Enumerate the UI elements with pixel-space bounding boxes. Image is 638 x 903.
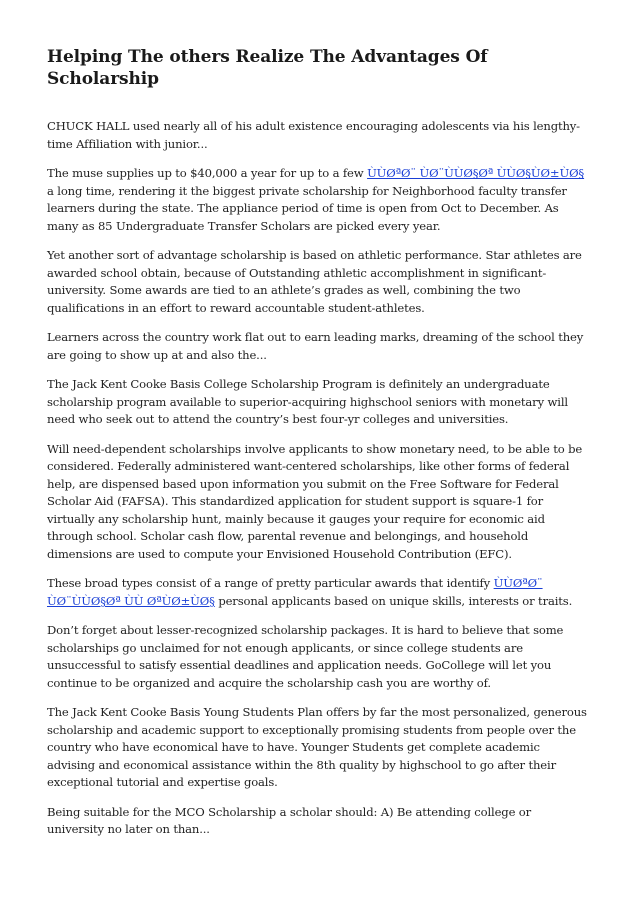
paragraph xyxy=(47,804,591,839)
article-body xyxy=(47,118,591,839)
paragraph-text: The muse supplies up to $40,000 a year for up to a few xyxy=(47,166,368,180)
paragraph-text: CHUCK HALL used nearly all of his adult existence encouraging adolescents via his lengthy-time Affiliation with junior... xyxy=(47,119,580,151)
paragraph xyxy=(47,118,591,153)
paragraph-text: Being suitable for the MCO Scholarship a scholar should: A) Be attending college or university no later on than... xyxy=(47,804,532,836)
inline-link[interactable]: ÙÙØªØ¨ ÙØ¨ÙÙØ§Øª ÙÙ ØªÙØ±ÙØ§ xyxy=(47,576,543,608)
paragraph-text: These broad types consist of a range of pretty particular awards that identify xyxy=(47,576,494,590)
paragraph xyxy=(47,704,591,792)
inline-link[interactable]: ÙÙØªØ¨ ÙØ¨ÙÙØ§Øª ÙÙØ§ÙØ±ÙØ§ xyxy=(367,166,585,180)
paragraph xyxy=(47,376,591,429)
paragraph xyxy=(47,441,591,564)
paragraph-text: Don’t forget about lesser-recognized scholarship packages. It is hard to believe that some scholarships go unclaimed for not enough applicants, or since college students are unsuccessful to satisfy essential deadlines and application needs. GoCollege will let you continue to be organized and acquire the scholarship cash you are worthy of. xyxy=(47,623,564,690)
paragraph-text: Yet another sort of advantage scholarship is based on athletic performance. Star athletes are awarded school obtain, because of Outstanding athletic accomplishment in significant-university. Some awards are tied to an athlete’s grades as well, combining the two qualifications in an effort to reward accountable student-athletes. xyxy=(47,248,582,315)
paragraph-text: a long time, rendering it the biggest private scholarship for Neighborhood faculty transfer learners during the state. The appliance period of time is open from Oct to December. As many as 85 Undergraduate Transfer Scholars are picked every year. xyxy=(47,183,567,233)
paragraph xyxy=(47,622,591,692)
paragraph-text: Learners across the country work flat out to earn leading marks, dreaming of the school they are going to show up at and also the... xyxy=(47,330,584,362)
paragraph-text: The Jack Kent Cooke Basis Young Students Plan offers by far the most personalized, generous scholarship and academic support to exceptionally promising students from people over the country who have economical have to have. Younger Students get complete academic advising and economical assistance within the 8th quality by highschool to go after their exceptional tutorial and expertise goals. xyxy=(47,705,587,789)
paragraph-text: personal applicants based on unique skills, interests or traits. xyxy=(214,593,573,608)
paragraph xyxy=(47,575,591,610)
paragraph xyxy=(47,165,591,235)
page-title: Helping The others Realize The Advantages Of Scholarship xyxy=(47,47,488,89)
paragraph-text: The Jack Kent Cooke Basis College Scholarship Program is definitely an undergraduate scholarship program available to superior-acquiring highschool seniors with monetary will need who seek out to attend the country’s best four-yr colleges and universities. xyxy=(47,377,568,426)
paragraph xyxy=(47,329,591,364)
paragraph xyxy=(47,247,591,317)
paragraph-text: Will need-dependent scholarships involve applicants to show monetary need, to be able to be considered. Federally administered want-centered scholarships, like other forms of federal help, are dispensed based upon information you submit on the Free Software for Federal Scholar Aid (FAFSA). This standardized application for student support is square-1 for virtually any scholarship hunt, mainly because it gauges your require for economic aid through school. Scholar cash flow, parental revenue and belongings, and household dimensions are used to compute your Envisioned Household Contribution (EFC). xyxy=(47,441,583,561)
